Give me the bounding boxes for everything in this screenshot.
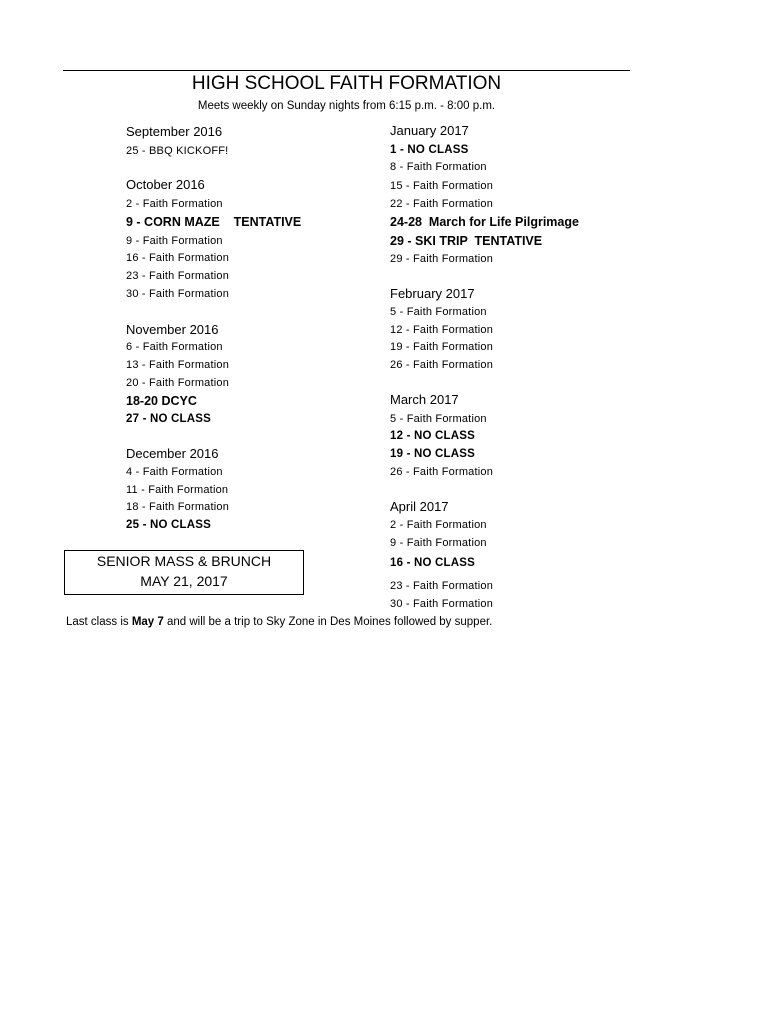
month-heading-march: March 2017 [390,392,459,407]
schedule-item: 16 - Faith Formation [126,252,230,264]
schedule-item: 6 - Faith Formation [126,341,223,353]
schedule-item: 20 - Faith Formation [126,377,230,389]
last-class-prefix: Last class is [66,616,132,628]
schedule-item: 23 - Faith Formation [390,580,494,592]
schedule-item: 26 - Faith Formation [390,466,494,478]
schedule-event: 24-28 March for Life Pilgrimage [390,215,579,229]
schedule-item: 2 - Faith Formation [126,198,223,210]
schedule-event: 29 - SKI TRIP TENTATIVE [390,234,543,248]
page-title: HIGH SCHOOL FAITH FORMATION [191,73,502,94]
schedule-item: 12 - Faith Formation [390,324,494,336]
top-rule [63,70,630,71]
schedule-event: 18-20 DCYC [126,394,197,408]
senior-mass-date: MAY 21, 2017 [140,573,228,589]
schedule-item: 30 - Faith Formation [390,598,494,610]
schedule-item-no-class: 1 - NO CLASS [390,144,469,156]
schedule-item-no-class: 16 - NO CLASS [390,557,476,569]
schedule-item: 2 - Faith Formation [390,519,487,531]
senior-mass-box [64,550,304,595]
schedule-item: 13 - Faith Formation [126,359,230,371]
schedule-item: 8 - Faith Formation [390,161,487,173]
schedule-item: 29 - Faith Formation [390,253,494,265]
schedule-item: 22 - Faith Formation [390,198,494,210]
page-subtitle: Meets weekly on Sunday nights from 6:15 p.m. - 8:00 p.m. [197,100,496,112]
schedule-item: 15 - Faith Formation [390,180,494,192]
month-heading-december: December 2016 [126,446,219,461]
schedule-item-no-class: 27 - NO CLASS [126,413,212,425]
schedule-item-no-class: 12 - NO CLASS [390,430,476,442]
month-heading-april: April 2017 [390,499,449,514]
schedule-item: 26 - Faith Formation [390,359,494,371]
senior-mass-title: SENIOR MASS & BRUNCH [96,553,272,569]
schedule-item: 9 - Faith Formation [126,235,223,247]
last-class-suffix: and will be a trip to Sky Zone in Des Moines followed by supper. [163,616,493,628]
last-class-date: May 7 [131,616,164,628]
schedule-item: 9 - Faith Formation [390,537,487,549]
month-heading-november: November 2016 [126,322,219,337]
schedule-item-no-class: 19 - NO CLASS [390,448,476,460]
month-heading-february: February 2017 [390,286,475,301]
schedule-item: 4 - Faith Formation [126,466,223,478]
schedule-item: 30 - Faith Formation [126,288,230,300]
schedule-item-no-class: 25 - NO CLASS [126,519,212,531]
schedule-item: 18 - Faith Formation [126,501,230,513]
month-heading-january: January 2017 [390,123,469,138]
schedule-item: 11 - Faith Formation [126,484,229,496]
schedule-item: 19 - Faith Formation [390,341,494,353]
month-heading-september: September 2016 [126,124,223,139]
schedule-item: 23 - Faith Formation [126,270,230,282]
last-class-note [66,614,492,630]
month-heading-october: October 2016 [126,177,205,192]
schedule-item: 5 - Faith Formation [390,306,487,318]
schedule-item: 5 - Faith Formation [390,413,487,425]
schedule-item: 25 - BBQ KICKOFF! [126,145,229,157]
schedule-event: 9 - CORN MAZE TENTATIVE [126,215,302,229]
